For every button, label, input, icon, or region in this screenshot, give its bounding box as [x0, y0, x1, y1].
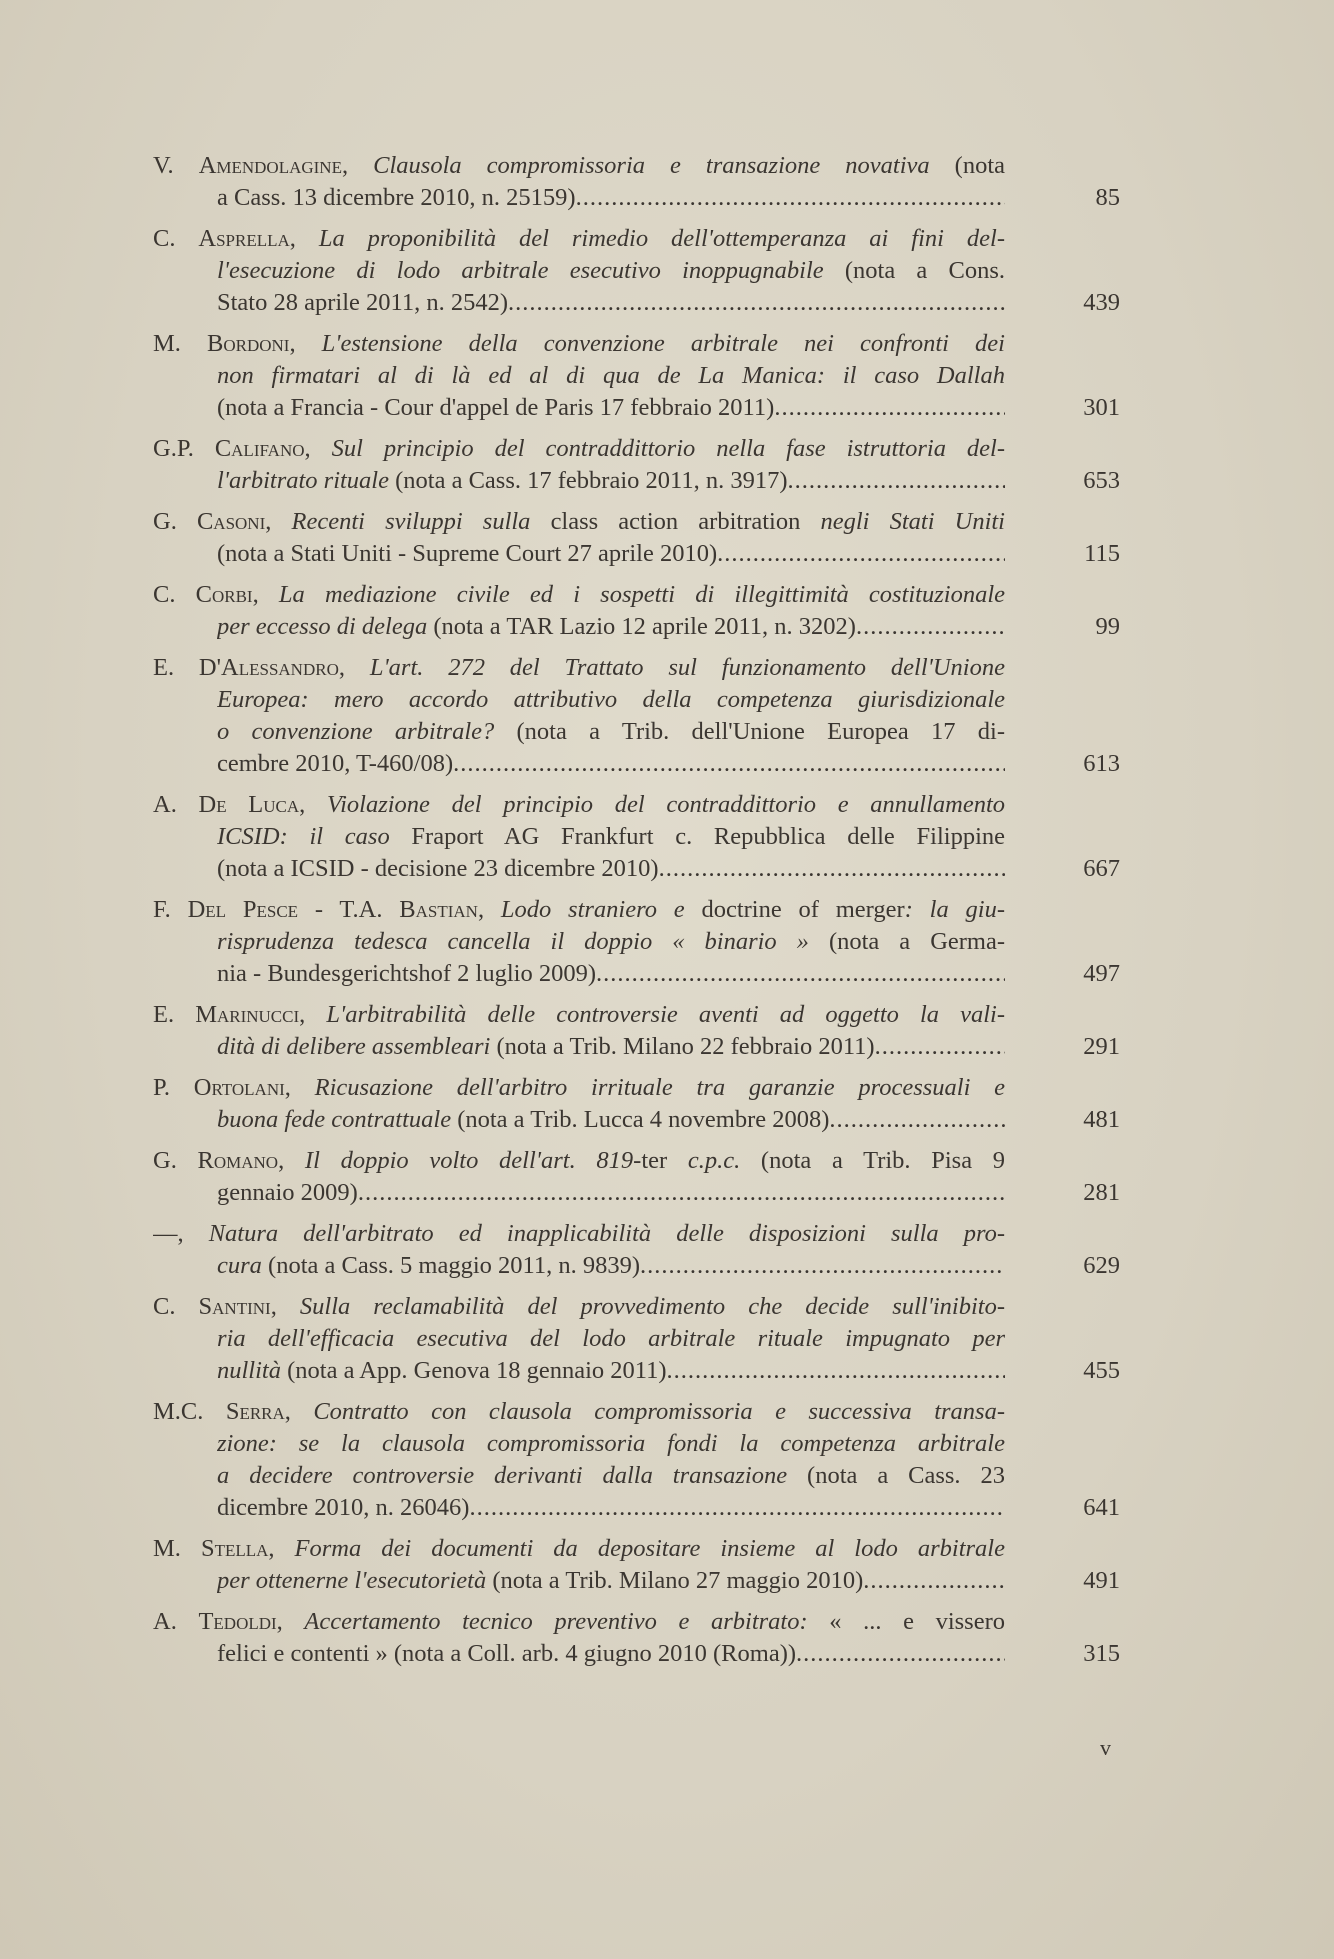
- article-title: nullità: [217, 1357, 281, 1384]
- note-text: (nota a Cass. 5 maggio 2011, n. 9839): [261, 1252, 641, 1279]
- page-number: 641: [1083, 1494, 1120, 1521]
- page-number: 497: [1083, 960, 1120, 987]
- article-title: Recenti sviluppi sulla: [291, 508, 551, 535]
- article-title: Contratto con clausola compromissoria e successiva transa-: [313, 1398, 1005, 1425]
- toc-entry: [153, 579, 1120, 643]
- page-number: 491: [1083, 1567, 1120, 1594]
- page-number: 455: [1083, 1357, 1120, 1384]
- toc-entry-line: [153, 789, 1005, 821]
- author-name: Amendolagine: [198, 152, 342, 179]
- note-text: (nota a TAR Lazio 12 aprile 2011, n. 3202): [427, 613, 856, 640]
- toc-entry-line: [217, 360, 1005, 392]
- article-title: a decidere controversie derivanti dalla transazione: [217, 1462, 788, 1489]
- author-name: Serra: [225, 1398, 285, 1425]
- article-title: l'arbitrato rituale: [217, 467, 389, 494]
- article-title: risprudenza tedesca cancella il doppio « binario »: [217, 928, 809, 955]
- page-number: 301: [1083, 394, 1120, 421]
- toc-entry-line: [153, 1396, 1005, 1428]
- toc-entry-line: [153, 150, 1005, 182]
- note-text: (nota a Trib. Lucca 4 novembre 2008): [451, 1106, 830, 1133]
- note-text: ,: [284, 1398, 314, 1425]
- page-folio: v: [1100, 1735, 1111, 1760]
- note-text: ,: [276, 1608, 305, 1635]
- note-text: doctrine of merger: [701, 896, 905, 923]
- note-text: (nota a Trib. Pisa 9: [740, 1147, 1005, 1174]
- toc-entry-line: [217, 1638, 1005, 1670]
- toc-entry-line: [217, 1565, 1005, 1597]
- article-title: per eccesso di delega: [217, 613, 428, 640]
- toc-entry: [153, 789, 1120, 885]
- article-title: Violazione del principio del contraddittorio e annullamento: [326, 791, 1005, 818]
- toc-entry-line: [217, 465, 1005, 497]
- note-text: (nota a Francia - Cour d'appel de Paris 17 febbraio 2011): [217, 394, 775, 421]
- toc-entry-line: [153, 652, 1005, 684]
- note-text: M.C.: [153, 1398, 226, 1425]
- page-number: 481: [1083, 1106, 1120, 1133]
- article-title: ICSID: il caso: [217, 823, 412, 850]
- note-text: (nota a Cass. 17 febbraio 2011, n. 3917): [389, 467, 788, 494]
- article-title: Ricusazione dell'arbitro irrituale tra garanzie processuali e: [314, 1074, 1005, 1101]
- note-text: ,: [299, 791, 327, 818]
- note-text: a Cass. 13 dicembre 2010, n. 25159): [217, 184, 576, 211]
- toc-entry-line: [217, 287, 1005, 319]
- note-text: G.P.: [153, 435, 215, 462]
- toc-entry-line: [217, 1323, 1005, 1355]
- toc-entry-line: [153, 223, 1005, 255]
- article-title: Clausola compromissoria e transazione novativa: [373, 152, 930, 179]
- note-text: A.: [153, 1608, 199, 1635]
- note-text: (nota a Coll. arb. 4 giugno 2010 (Roma)): [387, 1640, 797, 1667]
- author-name: Bordoni: [206, 330, 290, 357]
- page-number: 85: [1095, 184, 1120, 211]
- toc-entry-line: [217, 392, 1005, 424]
- toc-entry-line: [217, 926, 1005, 958]
- toc-entry: [153, 223, 1120, 319]
- note-text: (nota a Trib. Milano 22 febbraio 2011): [490, 1033, 875, 1060]
- note-text: Stato 28 aprile 2011, n. 2542): [217, 289, 509, 316]
- note-text: (nota a Cass. 23: [787, 1462, 1005, 1489]
- author-name: Romano: [197, 1147, 279, 1174]
- toc-entry-line: [217, 1250, 1005, 1282]
- toc-entry-line: [153, 1606, 1005, 1638]
- article-title: L'arbitrabilità delle controversie aventi ad oggetto la vali-: [326, 1001, 1005, 1028]
- page-number: 315: [1083, 1640, 1120, 1667]
- note-text: F.: [153, 896, 188, 923]
- note-text: A.: [153, 791, 199, 818]
- toc-entry-line: [217, 1031, 1005, 1063]
- article-title: buona fede contrattuale: [217, 1106, 452, 1133]
- note-text: M.: [153, 330, 207, 357]
- article-title: L'art. 272 del Trattato sul funzionamento dell'Unione: [369, 654, 1005, 681]
- toc-entry: [153, 894, 1120, 990]
- author-name: Casoni: [196, 508, 266, 535]
- article-title: : la giu-: [904, 896, 1005, 923]
- article-title: o convenzione arbitrale?: [217, 718, 495, 745]
- article-title: cura: [217, 1252, 262, 1279]
- note-text: felici e contenti »: [217, 1640, 388, 1667]
- note-text: (nota a App. Genova 18 gennaio 2011): [280, 1357, 667, 1384]
- toc-entry-line: [217, 538, 1005, 570]
- toc-entry: [153, 328, 1120, 424]
- toc-entry-line: [153, 1291, 1005, 1323]
- author-name: Bastian: [399, 896, 478, 923]
- article-title: Europea: mero accordo attributivo della competenza giurisdizionale: [217, 686, 1005, 713]
- toc-entry-line: [217, 716, 1005, 748]
- toc-entry-line: [217, 255, 1005, 287]
- note-text: (nota a Trib. Milano 27 maggio 2010): [486, 1567, 864, 1594]
- page-number: 99: [1095, 613, 1120, 640]
- toc-entry: [153, 506, 1120, 570]
- note-text: (nota a Germa-: [808, 928, 1005, 955]
- page-number: 653: [1083, 467, 1120, 494]
- note-text: - T.A.: [298, 896, 400, 923]
- note-text: ,: [278, 1147, 305, 1174]
- note-text: nia - Bundesgerichtshof 2 luglio 2009): [217, 960, 597, 987]
- toc-entry-line: [153, 1145, 1005, 1177]
- toc-entry-line: [217, 1177, 1005, 1209]
- note-text: M.: [153, 1535, 201, 1562]
- note-text: dicembre 2010, n. 26046): [217, 1494, 470, 1521]
- note-text: (nota a Stati Uniti - Supreme Court 27 aprile 2010): [217, 540, 718, 567]
- toc-entry: [153, 1072, 1120, 1136]
- author-name: Califano: [214, 435, 305, 462]
- note-text: (nota a Cons.: [823, 257, 1005, 284]
- article-title: Forma dei documenti da depositare insieme al lodo arbitrale: [294, 1535, 1005, 1562]
- toc-entry-line: [217, 1492, 1005, 1524]
- article-title: per ottenerne l'esecutorietà: [217, 1567, 487, 1594]
- toc-entry: [153, 1396, 1120, 1524]
- toc-entry-line: [217, 182, 1005, 214]
- note-text: ,: [252, 581, 279, 608]
- toc-entry-line: [217, 684, 1005, 716]
- page-number: 281: [1083, 1179, 1120, 1206]
- note-text: ,: [268, 1535, 295, 1562]
- note-text: C.: [153, 1293, 199, 1320]
- toc-entry: [153, 1218, 1120, 1282]
- note-text: C.: [153, 225, 199, 252]
- article-title: Lodo straniero e: [500, 896, 702, 923]
- note-text: ter: [641, 1147, 668, 1174]
- toc-entry: [153, 652, 1120, 780]
- note-text: ,: [265, 508, 292, 535]
- note-text: (nota a Trib. dell'Unione Europea 17 di-: [494, 718, 1005, 745]
- note-text: ,: [477, 896, 501, 923]
- article-title: c.p.c.: [667, 1147, 741, 1174]
- author-name: Ortolani: [193, 1074, 285, 1101]
- author-name: D'Alessandro: [198, 654, 339, 681]
- article-title: Sulla reclamabilità del provvedimento che decide sull'inibito-: [299, 1293, 1005, 1320]
- article-title: Il doppio volto dell'art. 819-: [304, 1147, 642, 1174]
- toc-entry: [153, 1145, 1120, 1209]
- note-text: ,: [304, 435, 332, 462]
- note-text: ,: [270, 1293, 300, 1320]
- note-text: C.: [153, 581, 196, 608]
- note-text: ,: [338, 654, 370, 681]
- toc-entry-line: [153, 579, 1005, 611]
- page-number: 439: [1083, 289, 1120, 316]
- toc-entry-line: [153, 433, 1005, 465]
- toc-entry-line: [153, 1218, 1005, 1250]
- article-title: zione: se la clausola compromissoria fondi la competenza arbitrale: [217, 1430, 1005, 1457]
- note-text: (nota a ICSID - decisione 23 dicembre 2010): [217, 855, 659, 882]
- toc-entry-line: [153, 1533, 1005, 1565]
- toc-entry-line: [217, 821, 1005, 853]
- toc-entry-line: [217, 748, 1005, 780]
- toc-entry: [153, 150, 1120, 214]
- note-text: ,: [299, 1001, 327, 1028]
- article-title: La mediazione civile ed i sospetti di illegittimità costituzionale: [278, 581, 1005, 608]
- toc-entry-line: [153, 328, 1005, 360]
- page-number: 115: [1084, 540, 1120, 567]
- toc-entry-line: [217, 611, 1005, 643]
- note-text: G.: [153, 1147, 198, 1174]
- toc-entry: [153, 1606, 1120, 1670]
- toc-entry-line: [217, 1428, 1005, 1460]
- note-text: ,: [284, 1074, 315, 1101]
- note-text: —,: [153, 1220, 209, 1247]
- toc-entry-line: [217, 853, 1005, 885]
- note-text: ,: [289, 330, 322, 357]
- author-name: Tedoldi: [198, 1608, 277, 1635]
- table-of-contents: [153, 150, 1120, 1679]
- note-text: (nota: [929, 152, 1005, 179]
- toc-entry: [153, 1291, 1120, 1387]
- note-text: Fraport AG Frankfurt c. Repubblica delle Filippine: [411, 823, 1005, 850]
- author-name: Stella: [200, 1535, 269, 1562]
- toc-entry: [153, 999, 1120, 1063]
- toc-entry-line: [153, 506, 1005, 538]
- page-number: 291: [1083, 1033, 1120, 1060]
- article-title: non firmatari al di là ed al di qua de La Manica: il caso Dallah: [217, 362, 1005, 389]
- author-name: Santini: [198, 1293, 271, 1320]
- article-title: l'esecuzione di lodo arbitrale esecutivo inoppugnabile: [217, 257, 824, 284]
- toc-entry-line: [153, 894, 1005, 926]
- article-title: Accertamento tecnico preventivo e arbitrato:: [304, 1608, 830, 1635]
- toc-entry: [153, 1533, 1120, 1597]
- note-text: ,: [341, 152, 374, 179]
- toc-entry-line: [217, 1460, 1005, 1492]
- note-text: class action arbitration: [550, 508, 801, 535]
- article-title: L'estensione della convenzione arbitrale nei confronti dei: [321, 330, 1005, 357]
- page-number: 629: [1083, 1252, 1120, 1279]
- article-title: Natura dell'arbitrato ed inapplicabilità delle disposizioni sulla pro-: [208, 1220, 1005, 1247]
- article-title: dità di delibere assembleari: [217, 1033, 491, 1060]
- page-number: 613: [1083, 750, 1120, 777]
- note-text: E.: [153, 654, 199, 681]
- article-title: negli Stati Uniti: [800, 508, 1005, 535]
- note-text: E.: [153, 1001, 196, 1028]
- author-name: Corbi: [195, 581, 253, 608]
- author-name: De Luca: [198, 791, 300, 818]
- toc-entry: [153, 433, 1120, 497]
- note-text: P.: [153, 1074, 194, 1101]
- toc-entry-line: [153, 999, 1005, 1031]
- toc-entry-line: [217, 1355, 1005, 1387]
- article-title: ria dell'efficacia esecutiva del lodo arbitrale rituale impugnato per: [217, 1325, 1005, 1352]
- note-text: « ... e vissero: [829, 1608, 1005, 1635]
- toc-entry-line: [217, 958, 1005, 990]
- article-title: La proponibilità del rimedio dell'ottemperanza ai fini del-: [318, 225, 1005, 252]
- toc-entry-line: [153, 1072, 1005, 1104]
- toc-entry-line: [217, 1104, 1005, 1136]
- article-title: Sul principio del contraddittorio nella fase istruttoria del-: [331, 435, 1005, 462]
- author-name: Marinucci: [195, 1001, 300, 1028]
- note-text: ,: [289, 225, 319, 252]
- page-number: 667: [1083, 855, 1120, 882]
- note-text: cembre 2010, T-460/08): [217, 750, 454, 777]
- note-text: gennaio 2009): [217, 1179, 358, 1206]
- author-name: Asprella: [198, 225, 290, 252]
- author-name: Del Pesce: [187, 896, 299, 923]
- note-text: G.: [153, 508, 197, 535]
- note-text: V.: [153, 152, 199, 179]
